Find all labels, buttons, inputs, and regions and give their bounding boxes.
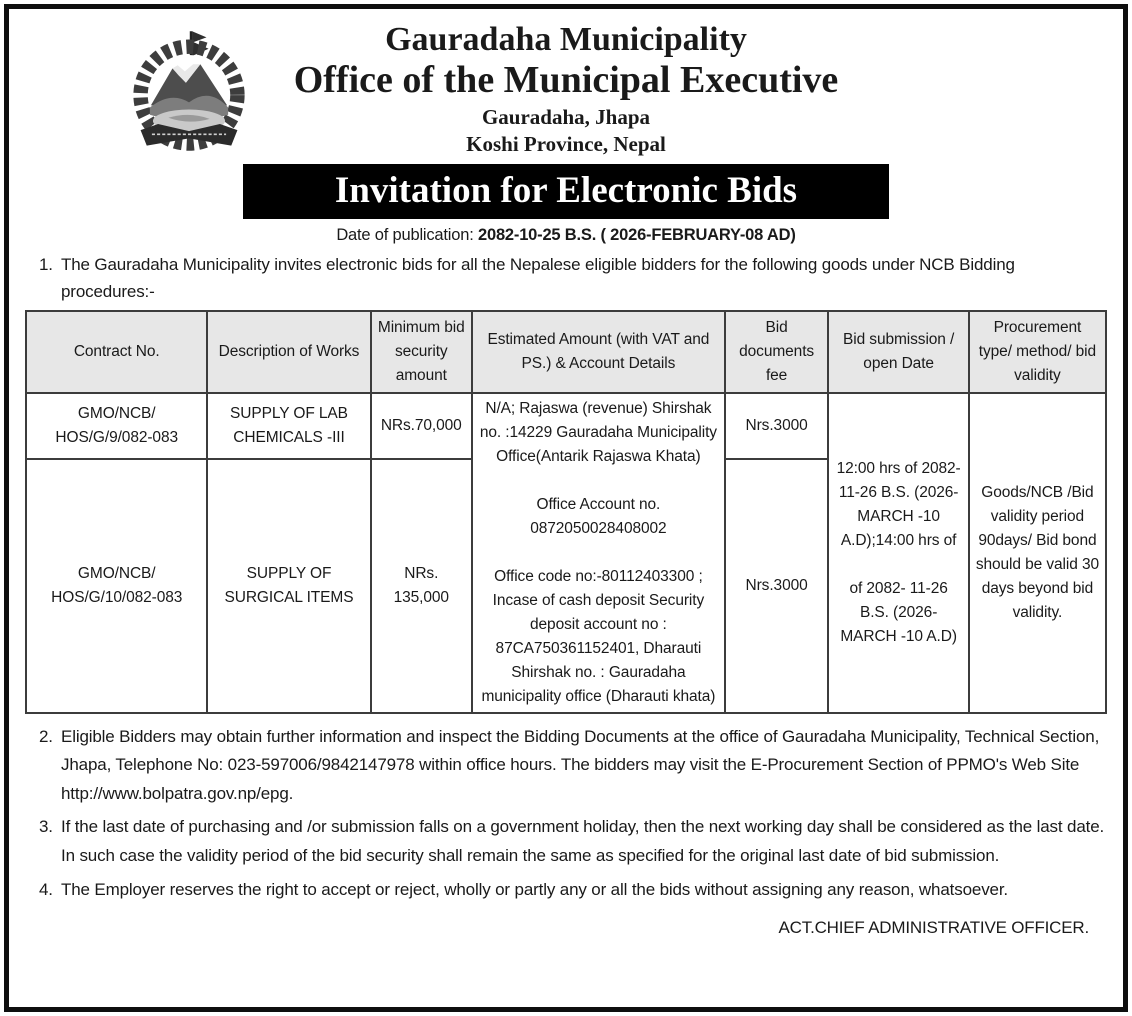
note-1-number: 1.	[39, 255, 53, 275]
contract-no-cell	[26, 393, 207, 459]
min-bid-security-cell	[371, 393, 473, 459]
bid-documents-fee-cell: Nrs.3000	[725, 459, 829, 713]
bid-documents-fee-cell: Nrs.3000	[725, 393, 829, 459]
description-line: SURGICAL ITEMS	[224, 588, 354, 606]
invitation-banner: Invitation for Electronic Bids	[243, 164, 889, 219]
contract-no-line: GMO/NCB/	[77, 564, 156, 582]
contract-no-cell	[26, 459, 207, 713]
note-1	[27, 251, 1105, 305]
contract-no-line: GMO/NCB/	[77, 404, 156, 422]
bid-submission-paragraph: 12:00 hrs of 2082-11-26 B.S. (2026-MARCH -10 A.D);14:00 hrs of	[836, 459, 961, 549]
publication-date-value: 2082-10-25 B.S. ( 2026-FEBRUARY-08 AD)	[478, 226, 796, 245]
column-header-bid-submission: Bid submission / open Date	[828, 311, 968, 393]
description-cell	[207, 459, 370, 713]
column-header-bid-documents-fee: Bid documents fee	[725, 311, 829, 393]
address-line-1: Gauradaha, Jhapa	[481, 104, 651, 129]
note-4	[27, 876, 1105, 905]
account-details-paragraph: Office Account no. 0872050028408002	[530, 495, 667, 537]
note-4-text: The Employer reserves the right to accept or reject, wholly or partly any or all the bids without assigning any reason, whatsoever.	[61, 879, 1008, 899]
contract-no-line: HOS/G/9/082-083	[55, 428, 178, 446]
document-header	[25, 21, 1107, 157]
note-1-text: The Gauradaha Municipality invites electronic bids for all the Nepalese eligible bidders for the following goods under NCB Bidding procedures:-	[61, 255, 1015, 302]
note-3	[27, 813, 1105, 870]
column-header-procurement: Procurement type/ method/ bid validity	[969, 311, 1106, 393]
publication-date	[25, 226, 1107, 245]
column-header-description: Description of Works	[207, 311, 370, 393]
signature-line: ACT.CHIEF ADMINISTRATIVE OFFICER.	[778, 918, 1089, 938]
note-3-text: If the last date of purchasing and /or submission falls on a government holiday, then the next working day shall be considered as the last date. In such case the validity period of the bid security shall remain the same as specified for the original last date of bid submission.	[61, 817, 1105, 865]
min-bid-security-line: NRs.	[404, 564, 439, 582]
description-cell	[207, 393, 370, 459]
min-bid-security-cell	[371, 459, 473, 713]
min-bid-security-line: NRs.70,000	[380, 416, 462, 434]
note-2-text: Eligible Bidders may obtain further information and inspect the Bidding Documents at the office of Gauradaha Municipality, Technical Section, Jhapa, Telephone No: 023-597006/9842147978 within office hours. The bidders may visit the E-Procurement Section of PPMO's Web Site http://www.bolpatra.gov.np/epg.	[61, 726, 1100, 803]
organization-name: Gauradaha Municipality	[385, 21, 747, 58]
table-row	[26, 393, 1106, 459]
note-3-number: 3.	[39, 817, 53, 837]
column-header-contract-no: Contract No.	[26, 311, 207, 393]
bid-submission-cell	[828, 393, 968, 713]
column-header-estimated-amount: Estimated Amount (with VAT and PS.) & Account Details	[472, 311, 725, 393]
account-details-paragraph: N/A; Rajaswa (revenue) Shirshak no. :14229 Gauradaha Municipality Office(Antarik Rajaswa Khata)	[479, 399, 717, 465]
min-bid-security-line: 135,000	[393, 588, 449, 606]
bid-submission-paragraph: of 2082- 11-26 B.S. (2026-MARCH -10 A.D)	[840, 579, 957, 645]
nepal-coat-of-arms-icon	[125, 23, 253, 159]
address-line-2: Koshi Province, Nepal	[466, 132, 666, 157]
note-2-number: 2.	[39, 726, 53, 746]
table-header-row	[26, 311, 1106, 393]
contract-no-line: HOS/G/10/082-083	[51, 588, 183, 606]
description-line: SUPPLY OF	[246, 564, 332, 582]
office-name: Office of the Municipal Executive	[293, 59, 839, 102]
publication-date-label: Date of publication:	[336, 226, 474, 245]
note-4-number: 4.	[39, 879, 53, 899]
description-line: SUPPLY OF LAB	[230, 404, 348, 422]
column-header-min-bid-security: Minimum bid security amount	[371, 311, 473, 393]
bid-table	[25, 310, 1107, 714]
account-details-paragraph: Office code no:-80112403300 ; Incase of cash deposit Security deposit account no : 87CA750361152401, Dharauti Shirshak no. : Gauradaha municipality office (Dharauti khata)	[481, 567, 716, 705]
description-line: CHEMICALS -III	[233, 428, 345, 446]
estimated-amount-cell	[472, 393, 725, 713]
document-page	[4, 4, 1128, 1012]
note-2	[27, 723, 1105, 809]
procurement-cell: Goods/NCB /Bid validity period 90days/ Bid bond should be valid 30 days beyond bid validity.	[969, 393, 1106, 713]
